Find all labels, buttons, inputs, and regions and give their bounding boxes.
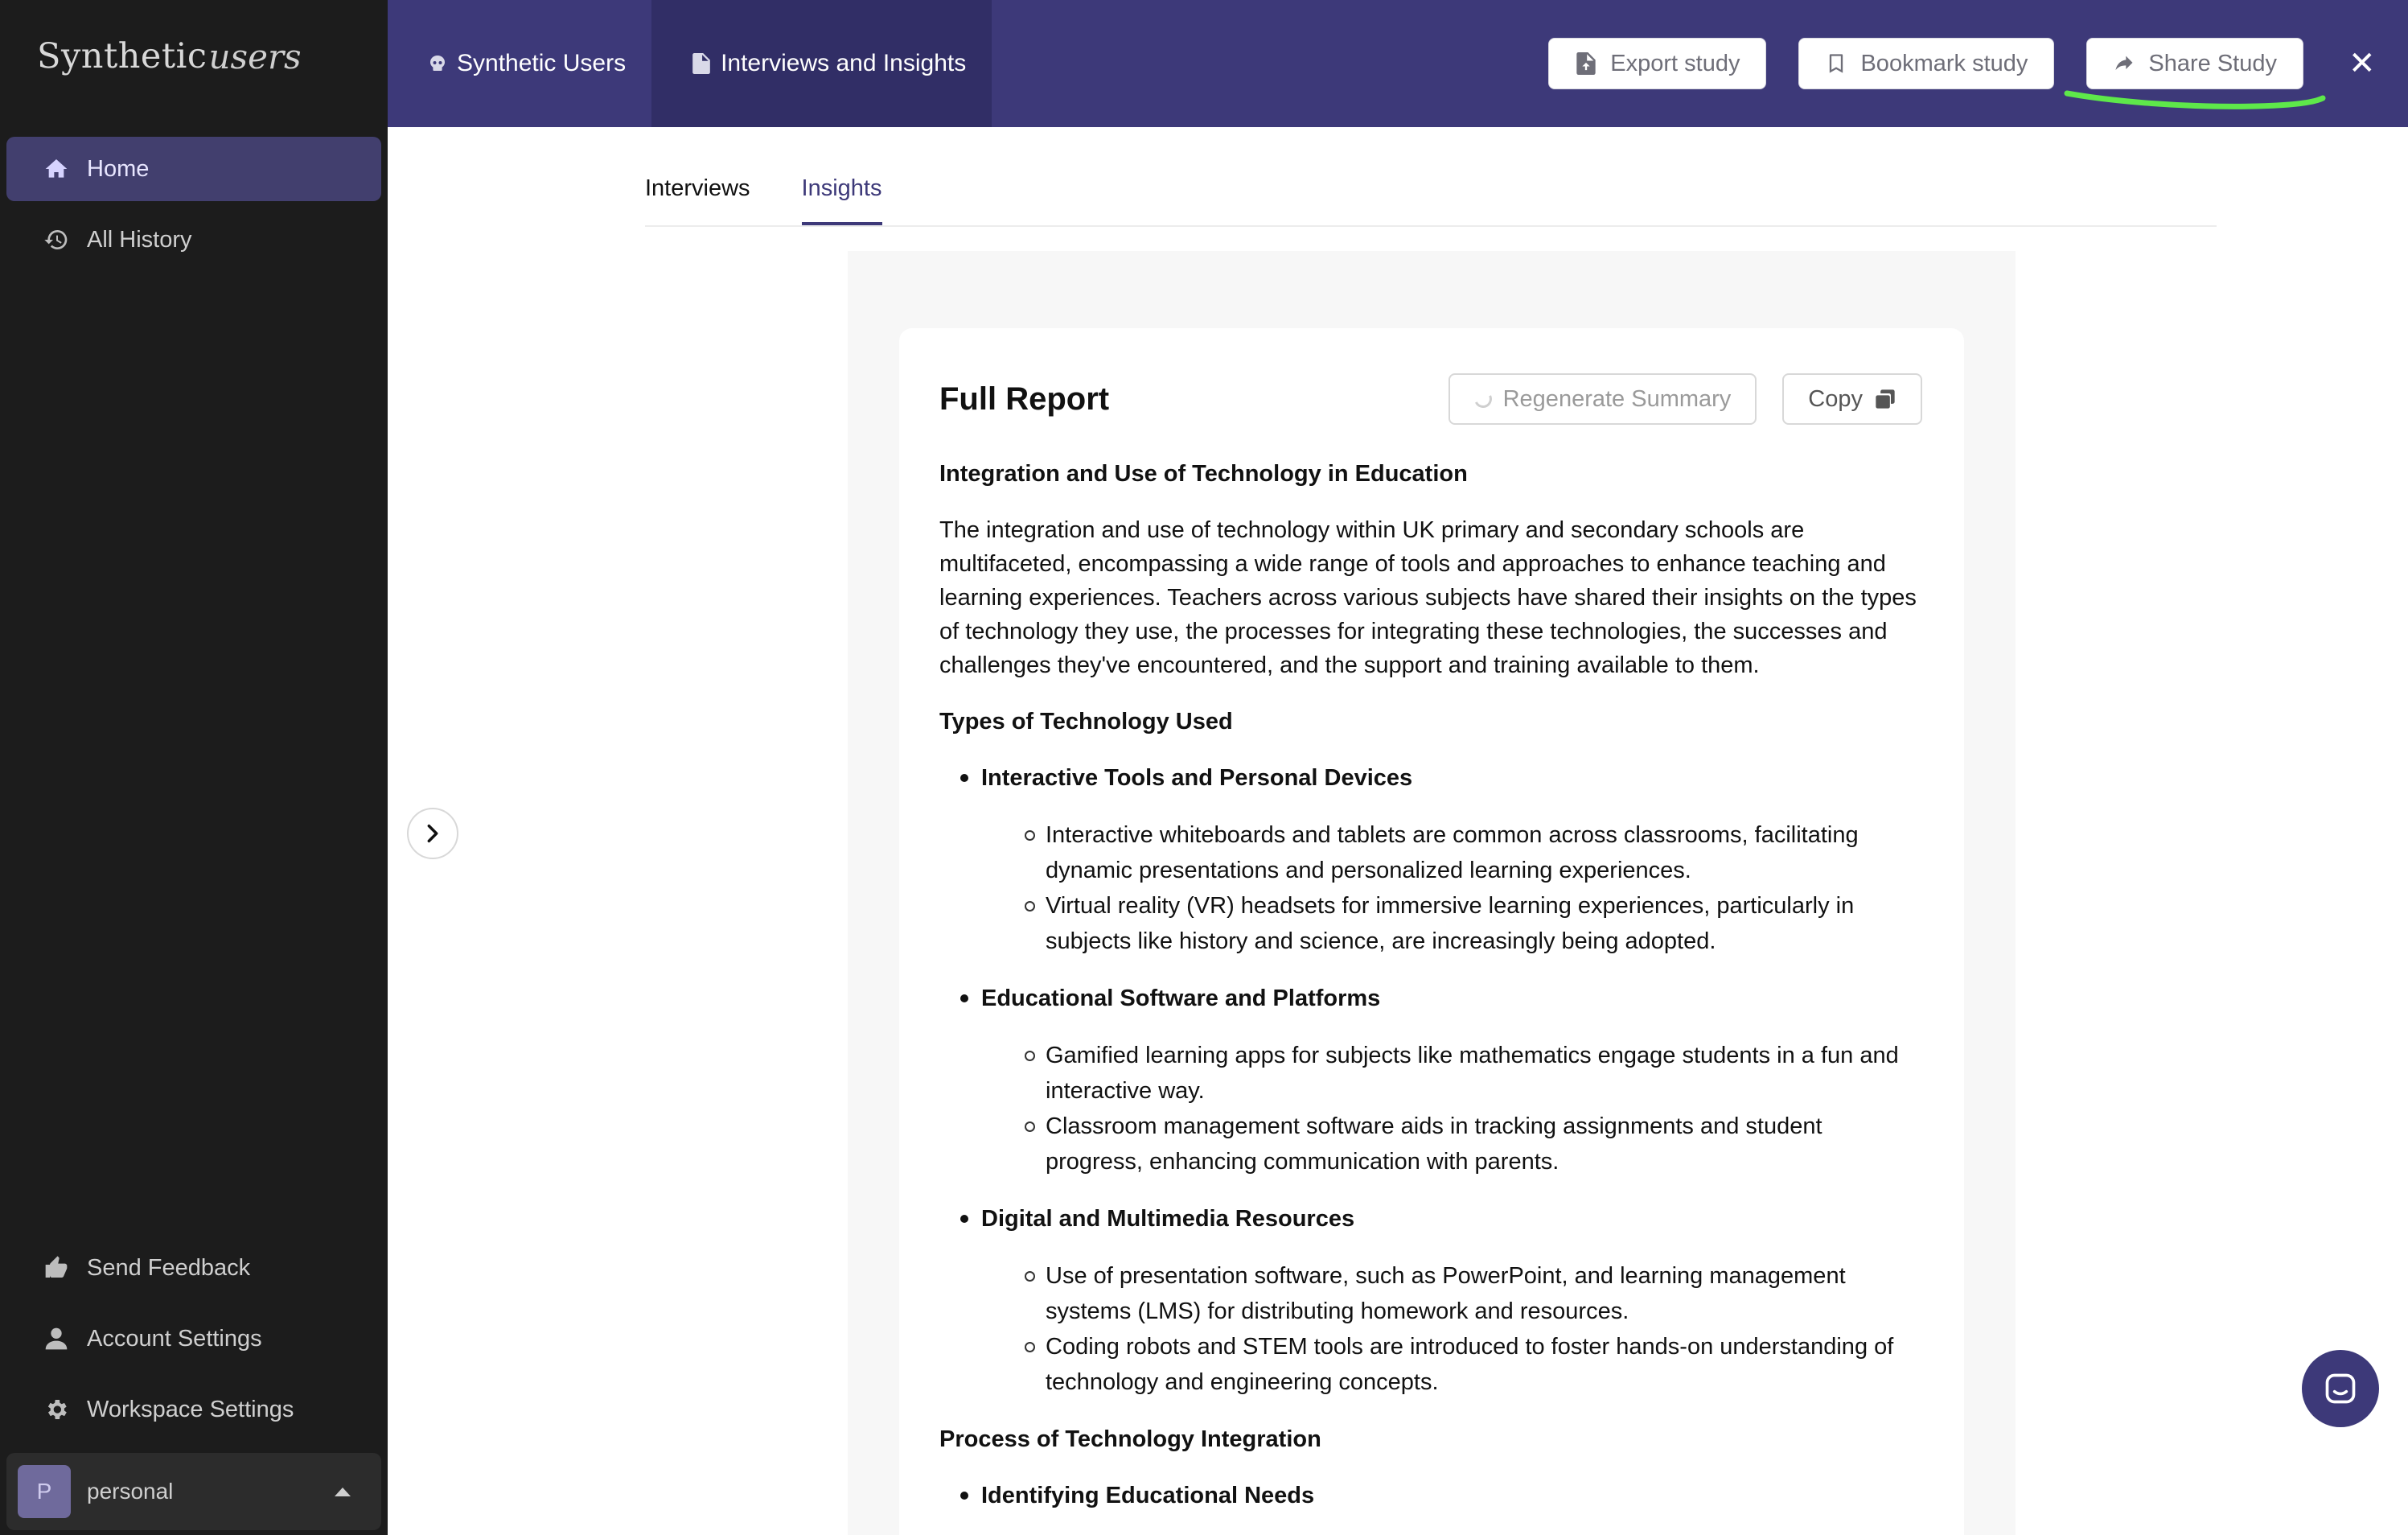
- bookmark-icon: [1825, 52, 1847, 75]
- gear-icon: [42, 1395, 71, 1424]
- full-report-card: [899, 328, 1964, 1535]
- skull-icon: [428, 53, 447, 74]
- sidebar: [0, 0, 388, 1535]
- report-body: [939, 457, 1922, 1512]
- history-icon: [42, 225, 71, 254]
- tab-insights[interactable]: Insights: [802, 161, 882, 225]
- highlight-annotation: [2064, 84, 2329, 116]
- caret-up-icon: [335, 1488, 351, 1496]
- loading-spinner-icon: [1472, 388, 1494, 410]
- report-paragraph: The integration and use of technology within UK primary and secondary schools are multifaceted, encompassing a wide range of tools and approaches to enhance teaching and learning experiences. Teachers across various subjects have shared their insights on the types of technology they use, the processes for integrating these technologies, the successes and challenges they've encountered, and the support and training available to them.: [939, 517, 1917, 678]
- nav-home-label: Home: [87, 155, 150, 182]
- list-item: [981, 1202, 1922, 1400]
- sub-list-item: Virtual reality (VR) headsets for immersive learning experiences, particularly in subjects like history and science, are increasingly being adopted.: [1046, 888, 1922, 959]
- tab-synthetic-users-label: Synthetic Users: [457, 50, 627, 76]
- expand-panel-button[interactable]: [407, 808, 458, 859]
- nav-home[interactable]: [6, 137, 381, 201]
- nav-all-history-label: All History: [87, 226, 192, 253]
- report-title: Full Report: [939, 381, 1110, 417]
- content-tabs: [645, 161, 2217, 227]
- tab-interviews-and-insights[interactable]: [651, 0, 992, 127]
- list-item-title: Identifying Educational Needs: [981, 1479, 1922, 1512]
- app-logo[interactable]: [0, 0, 388, 113]
- section-heading: Process of Technology Integration: [939, 1426, 1321, 1452]
- sub-list-item: Coding robots and STEM tools are introduced to foster hands-on understanding of technology and engineering concepts.: [1046, 1329, 1922, 1400]
- nav-send-feedback-label: Send Feedback: [87, 1254, 251, 1281]
- bookmark-study-label: Bookmark study: [1860, 50, 2028, 76]
- close-button[interactable]: ✕: [2348, 46, 2376, 81]
- logo-script-text: users: [208, 36, 302, 76]
- share-study-label: Share Study: [2148, 50, 2277, 76]
- thumbs-up-icon: [42, 1253, 71, 1282]
- nav-send-feedback[interactable]: [6, 1233, 381, 1303]
- regenerate-summary-label: Regenerate Summary: [1502, 385, 1732, 412]
- list-item: [981, 1479, 1922, 1512]
- list-item-title: Interactive Tools and Personal Devices: [981, 761, 1922, 795]
- bookmark-study-button[interactable]: [1798, 38, 2054, 89]
- nav-workspace-settings[interactable]: [6, 1374, 381, 1445]
- sub-list-item: Use of presentation software, such as PowerPoint, and learning management systems (LMS) for distributing homework and resources.: [1046, 1258, 1922, 1329]
- workspace-name: personal: [87, 1479, 174, 1504]
- sub-list-item: Classroom management software aids in tracking assignments and student progress, enhancing communication with parents.: [1046, 1109, 1922, 1179]
- export-study-button[interactable]: [1548, 38, 1766, 89]
- document-icon: [692, 53, 711, 74]
- list-item: [981, 981, 1922, 1179]
- sub-list-item: Gamified learning apps for subjects like mathematics engage students in a fun and interactive way.: [1046, 1038, 1922, 1109]
- logo-text: Synthetic: [37, 36, 208, 76]
- regenerate-summary-button[interactable]: [1448, 373, 1757, 425]
- copy-icon: [1874, 388, 1896, 410]
- chevron-right-icon: [421, 822, 444, 845]
- nav-account-settings-label: Account Settings: [87, 1325, 262, 1352]
- workspace-avatar: P: [18, 1465, 71, 1518]
- technology-list: [981, 761, 1922, 1400]
- tab-interviews-and-insights-label: Interviews and Insights: [721, 50, 967, 76]
- nav-all-history[interactable]: [6, 208, 381, 272]
- user-icon: [42, 1324, 71, 1353]
- chat-icon: [2323, 1371, 2358, 1406]
- copy-label: Copy: [1808, 385, 1863, 412]
- home-icon: [42, 154, 71, 183]
- list-item-title: Digital and Multimedia Resources: [981, 1202, 1922, 1236]
- sub-list-item: Interactive whiteboards and tablets are common across classrooms, facilitating dynamic presentations and personalized learning experiences.: [1046, 817, 1922, 888]
- nav-workspace-settings-label: Workspace Settings: [87, 1396, 294, 1422]
- chat-support-button[interactable]: [2302, 1350, 2379, 1427]
- list-item: [981, 761, 1922, 959]
- export-study-label: Export study: [1610, 50, 1740, 76]
- tab-synthetic-users[interactable]: [388, 0, 651, 127]
- copy-button[interactable]: [1782, 373, 1922, 425]
- share-arrow-icon: [2113, 52, 2135, 75]
- share-study-button[interactable]: [2086, 38, 2303, 89]
- tab-interviews[interactable]: Interviews: [645, 175, 750, 201]
- list-item-title: Educational Software and Platforms: [981, 981, 1922, 1015]
- workspace-switcher[interactable]: [6, 1453, 381, 1530]
- section-heading: Types of Technology Used: [939, 709, 1233, 735]
- nav-account-settings[interactable]: [6, 1303, 381, 1374]
- file-export-icon: [1575, 52, 1597, 75]
- section-heading: Integration and Use of Technology in Education: [939, 461, 1468, 487]
